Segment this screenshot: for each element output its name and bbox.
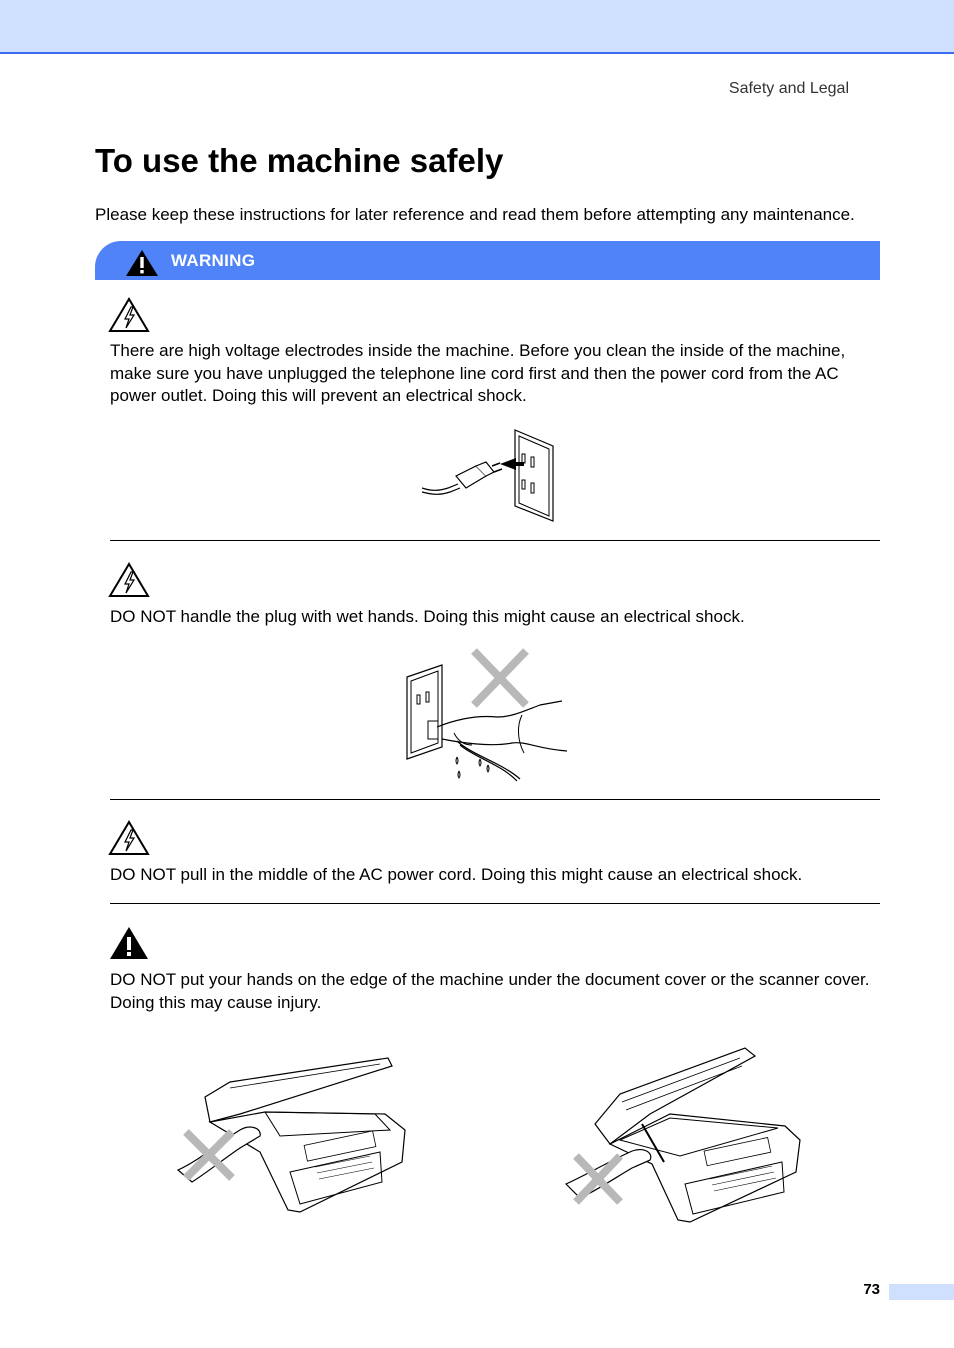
warning-label: WARNING (171, 251, 256, 270)
scanner-cover-hand-illustration (560, 1044, 805, 1228)
page-title: To use the machine safely (95, 142, 504, 179)
unplug-outlet-illustration (418, 426, 558, 524)
intro-paragraph: Please keep these instructions for later reference and read them before attempting any maintenance. (95, 205, 855, 224)
section-divider (110, 903, 880, 904)
item-3-text: DO NOT pull in the middle of the AC power cord. Doing this might cause an electrical shock. (110, 865, 803, 884)
section-divider (110, 799, 880, 800)
electrical-hazard-icon (108, 297, 150, 333)
document-cover-hand-illustration (170, 1052, 415, 1222)
electrical-hazard-icon (108, 820, 150, 856)
running-head: Safety and Legal (728, 80, 849, 97)
general-warning-icon (108, 925, 150, 961)
warning-triangle-icon (125, 249, 159, 277)
top-header-band (0, 0, 954, 54)
section-divider (110, 540, 880, 541)
wet-hands-illustration (402, 645, 570, 785)
item-1-text: There are high voltage electrodes inside the machine. Before you clean the inside of the machine, make sure you have unplugged the telephone line cord first and then the power cord from the AC power outlet. Doing this will prevent an electrical shock. (110, 341, 846, 405)
item-2-text: DO NOT handle the plug with wet hands. Doing this might cause an electrical shock. (110, 607, 745, 626)
warning-banner (95, 241, 880, 280)
electrical-hazard-icon (108, 562, 150, 598)
item-4-text: DO NOT put your hands on the edge of the machine under the document cover or the scanner cover. Doing this may cause injury. (110, 970, 870, 1012)
page-tab-marker (889, 1284, 954, 1300)
page-number: 73 (863, 1281, 880, 1298)
